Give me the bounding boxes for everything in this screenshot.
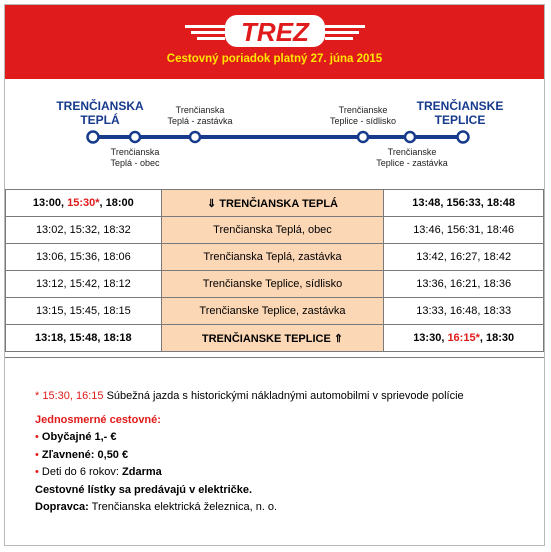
fare-item: • Obyčajné 1,- € xyxy=(35,431,117,443)
stop-name: Trenčianske Teplice, sídlisko xyxy=(161,271,384,298)
table-row xyxy=(6,298,544,325)
logo-text: TREZ xyxy=(241,17,309,47)
return-times: 13:46, 156:31, 18:46 xyxy=(384,217,544,244)
timetable xyxy=(5,189,544,352)
stop-marker-start xyxy=(88,132,99,143)
stop-name: ⇓ TRENČIANSKA TEPLÁ xyxy=(161,190,384,217)
header-banner xyxy=(5,5,544,79)
route-end-label: TRENČIANSKE TEPLICE xyxy=(416,99,504,127)
notes-section xyxy=(35,388,535,517)
stop-name: Trenčianska Teplá, zastávka xyxy=(161,244,384,271)
fares-heading: Jednosmerné cestovné: xyxy=(35,413,161,426)
route-stop-label: Trenčianske Teplice - zastávka xyxy=(376,147,448,168)
bullet-icon: • xyxy=(35,448,39,461)
stop-name: TRENČIANSKE TEPLICE ⇑ xyxy=(161,325,384,352)
parallel-run-note: * 15:30, 16:15 Súbežná jazda s historickými nákladnými automobilmi v sprievode polície xyxy=(35,390,464,402)
route-diagram xyxy=(5,85,544,185)
table-row xyxy=(6,190,544,217)
stop-marker-end xyxy=(458,132,469,143)
route-stop-label: Trenčianska Teplá - zastávka xyxy=(167,105,233,126)
return-times: 13:33, 16:48, 18:33 xyxy=(384,298,544,325)
table-row xyxy=(6,217,544,244)
stop-name: Trenčianska Teplá, obec xyxy=(161,217,384,244)
route-line xyxy=(5,85,544,185)
departure-times: 13:15, 15:45, 18:15 xyxy=(6,298,162,325)
trez-logo xyxy=(185,11,365,51)
departure-times: 13:06, 15:36, 18:06 xyxy=(6,244,162,271)
return-times: 13:36, 16:21, 18:36 xyxy=(384,271,544,298)
stop-marker-2 xyxy=(190,132,200,142)
carrier-note: Dopravca: Trenčianska elektrická železnica, n. o. xyxy=(35,501,278,513)
timetable-page xyxy=(4,4,545,546)
return-times: 13:30, 16:15*, 18:30 xyxy=(384,325,544,352)
stop-marker-3 xyxy=(358,132,368,142)
departure-times: 13:12, 15:42, 18:12 xyxy=(6,271,162,298)
fare-item: • Zľavnené: 0,50 € xyxy=(35,448,129,461)
table-row xyxy=(6,244,544,271)
page-subtitle: Cestovný poriadok platný 27. júna 2015 xyxy=(166,53,383,65)
stop-marker-4 xyxy=(405,132,415,142)
stop-marker-1 xyxy=(130,132,140,142)
departure-times: 13:02, 15:32, 18:32 xyxy=(6,217,162,244)
divider xyxy=(5,357,544,358)
departure-times: 13:18, 15:48, 18:18 xyxy=(6,325,162,352)
return-times: 13:42, 16:27, 18:42 xyxy=(384,244,544,271)
route-stop-label: Trenčianske Teplice - sídlisko xyxy=(329,105,397,126)
bullet-icon: • xyxy=(35,431,39,443)
bullet-icon: • xyxy=(35,466,39,478)
tickets-note: Cestovné lístky sa predávajú v električke. xyxy=(35,483,253,496)
stop-name: Trenčianske Teplice, zastávka xyxy=(161,298,384,325)
departure-times: 13:00, 15:30*, 18:00 xyxy=(6,190,162,217)
fare-item: • Deti do 6 rokov: Zdarma xyxy=(35,466,162,478)
route-stop-label: Trenčianska Teplá - obec xyxy=(110,147,160,168)
route-start-label: TRENČIANSKA TEPLÁ xyxy=(56,99,144,127)
table-row xyxy=(6,325,544,352)
table-row xyxy=(6,271,544,298)
return-times: 13:48, 156:33, 18:48 xyxy=(384,190,544,217)
